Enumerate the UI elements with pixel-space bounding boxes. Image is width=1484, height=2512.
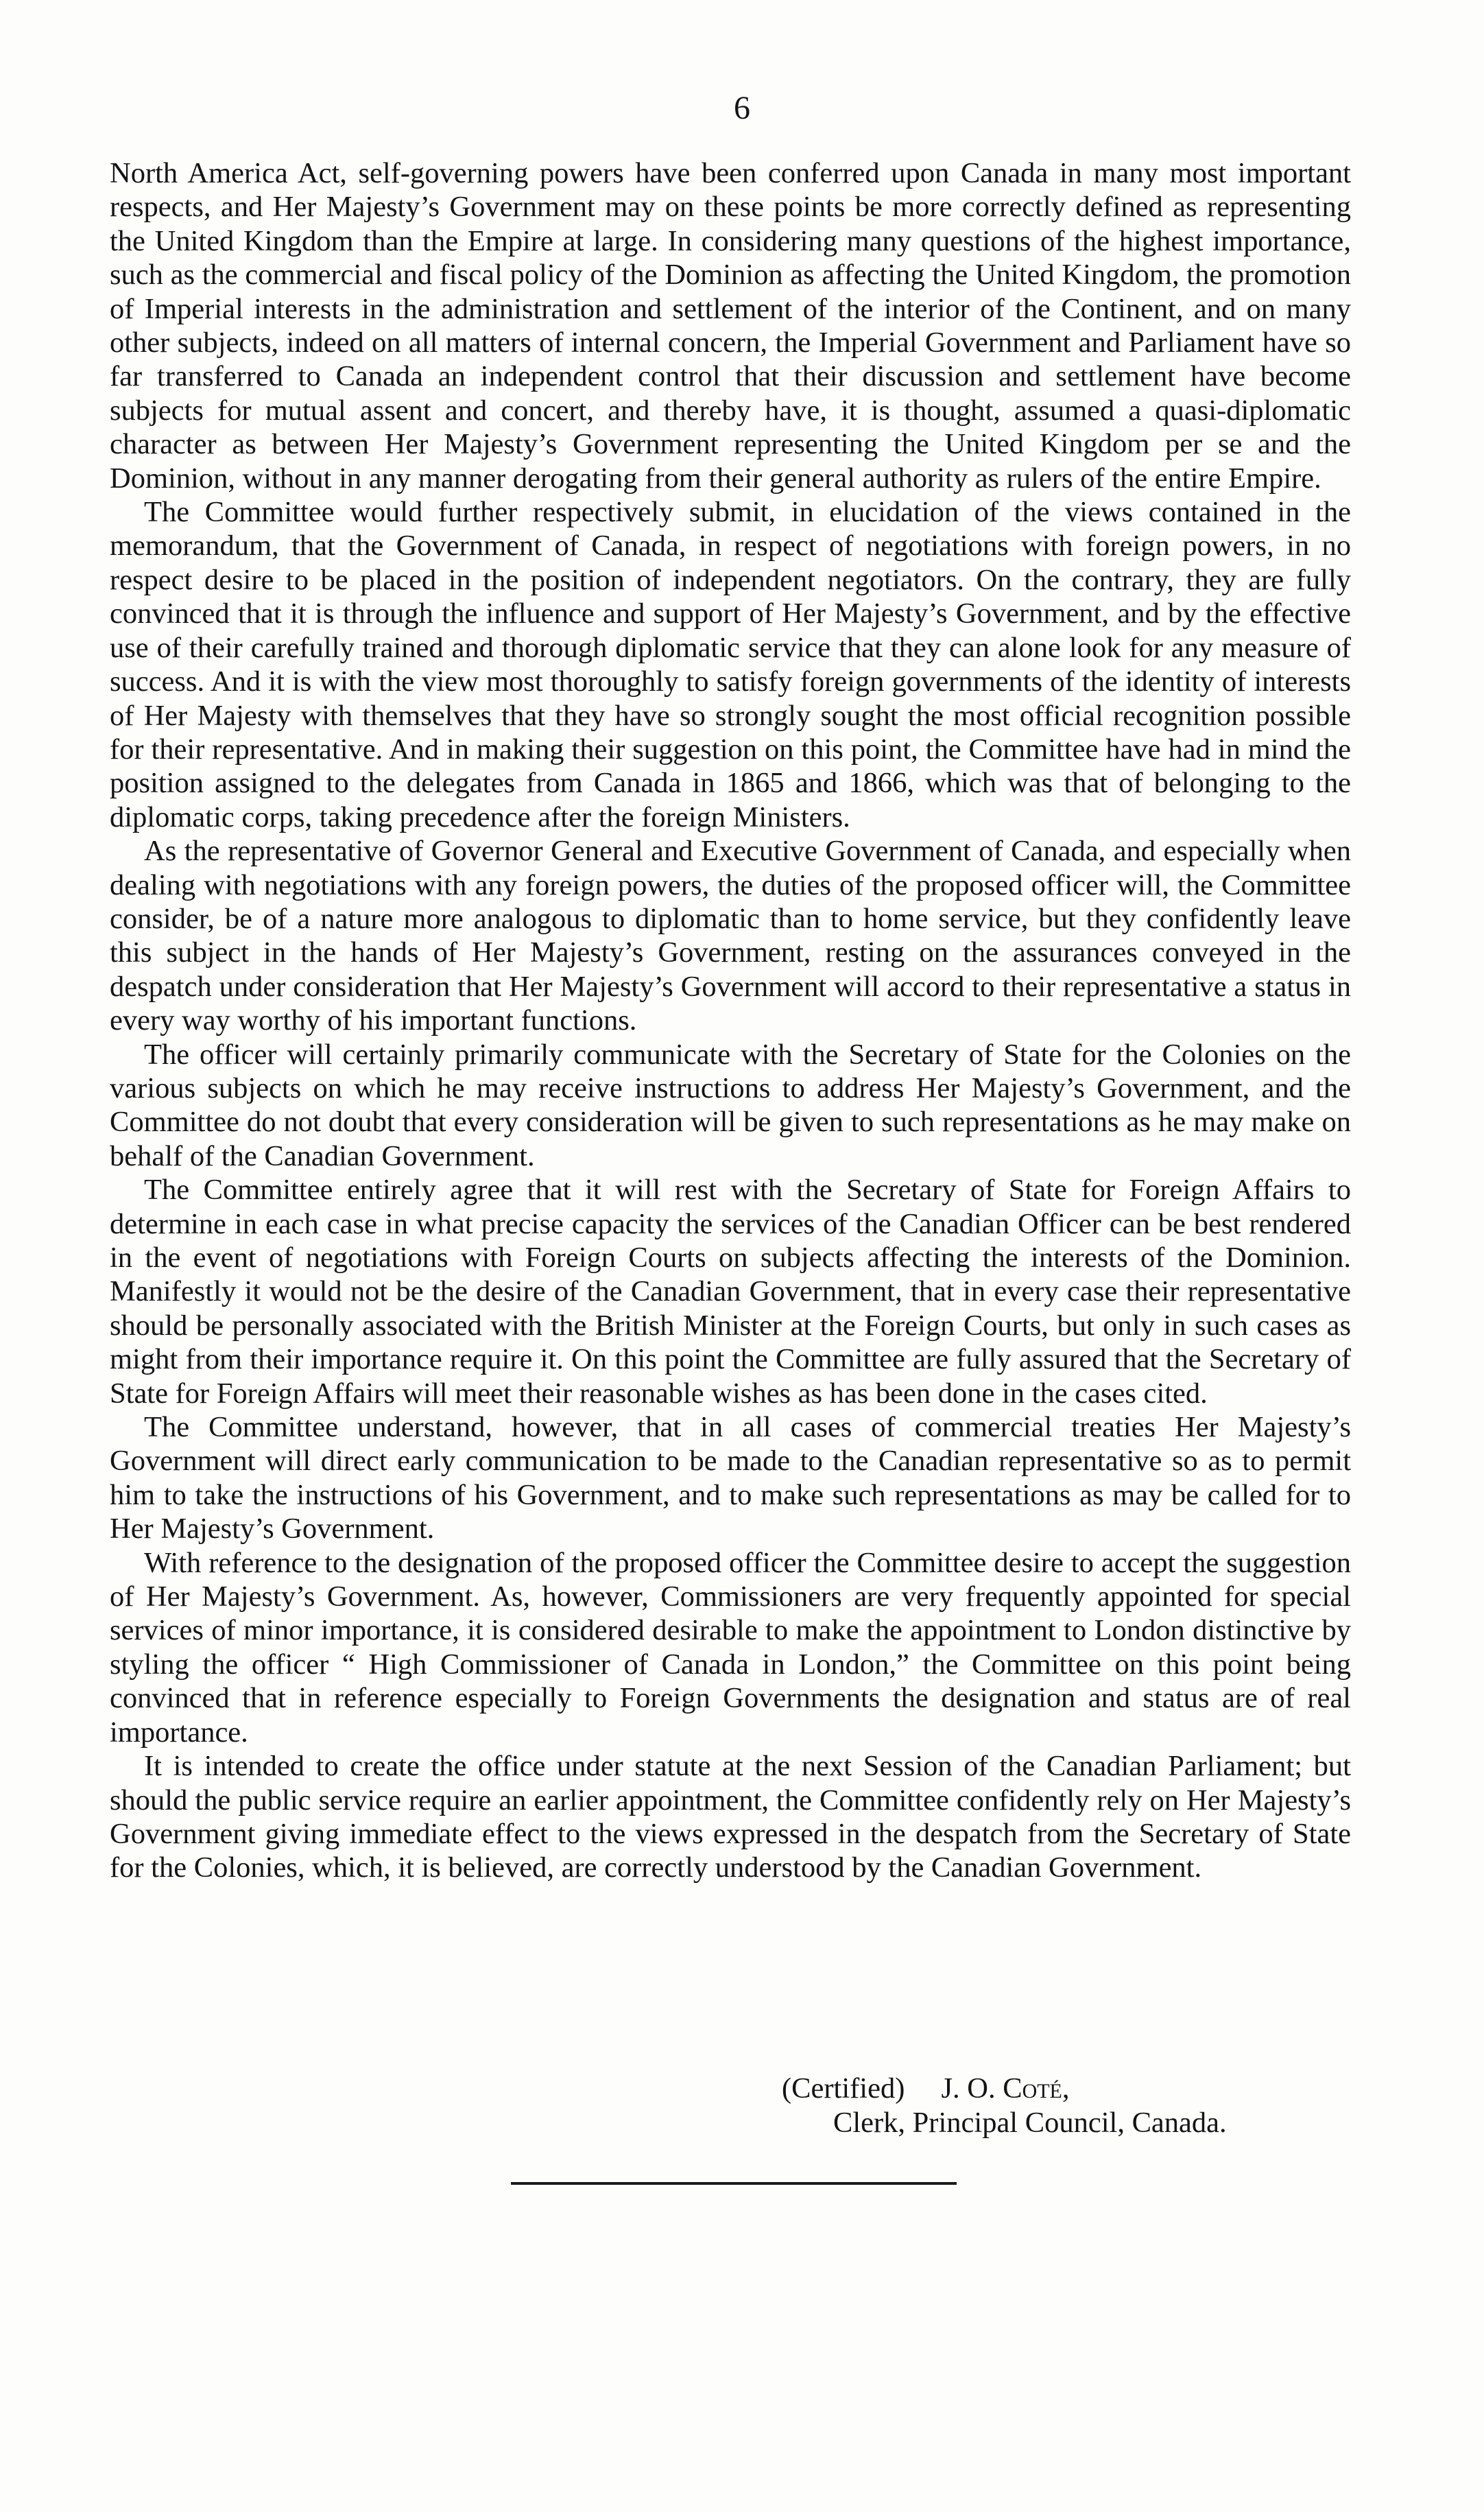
closing-rule: [511, 2182, 957, 2185]
signatory-name: J. O. Coté,: [941, 2072, 1070, 2105]
certified-label: (Certified): [782, 2072, 905, 2105]
paragraph: The Committee would further respectively submit, in elucidation of the views contained in the memorandum, that the Government of Canada, in respect of negotiations with foreign powers, in no respect desire to be placed in the position of independent negotiators. On the contrary, they are fully convinced that it is through the influence and support of Her Majesty’s Government, and by the effective use of their carefully trained and thorough diplomatic service that they can alone look for any measure of success. And it is with the view most thoroughly to satisfy foreign governments of the identity of interests of Her Majesty with themselves that they have so strongly sought the most official recognition possible for their representative. And in making their suggestion on this point, the Committee have had in mind the position assigned to the delegates from Canada in 1865 and 1866, which was that of belonging to the diplomatic corps, taking precedence after the foreign Ministers.: [110, 496, 1351, 833]
page-number: 6: [734, 90, 750, 126]
paragraph: The Committee understand, however, that in all cases of commercial treaties Her Majesty’s Government will direct early communication to be made to the Canadian representative so as to permit him to take the instructions of his Government, and to make such representations as may be called for to Her Majesty’s Government.: [110, 1411, 1351, 1545]
paragraph: North America Act, self-governing powers have been conferred upon Canada in many most important respects, and Her Majesty’s Government may on these points be more correctly defined as representing the United Kingdom than the Empire at large. In considering many questions of the highest importance, such as the commercial and fiscal policy of the Dominion as affecting the United Kingdom, the promotion of Imperial interests in the administration and settlement of the interior of the Continent, and on many other subjects, indeed on all matters of internal concern, the Imperial Government and Parliament have so far transferred to Canada an independent control that their discussion and settlement have become subjects for mutual assent and concert, and thereby have, it is thought, assumed a quasi-diplomatic character as between Her Majesty’s Government representing the United Kingdom per se and the Dominion, without in any manner derogating from their general authority as rulers of the entire Empire.: [110, 157, 1351, 495]
paragraph: As the representative of Governor General and Executive Government of Canada, and especially when dealing with negotiations with any foreign powers, the duties of the proposed officer will, the Committee consider, be of a nature more analogous to diplomatic than to home service, but they confidently leave this subject in the hands of Her Majesty’s Government, resting on the assurances conveyed in the despatch under consideration that Her Majesty’s Government will accord to their representative a status in every way worthy of his important functions.: [110, 835, 1351, 1037]
paragraph: It is intended to create the office under statute at the next Session of the Canadian Parliament; but should the public service require an earlier appointment, the Committee confidently rely on Her Majesty’s Government giving immediate effect to the views expressed in the despatch from the Secretary of State for the Colonies, which, it is believed, are correctly understood by the Canadian Government.: [110, 1750, 1351, 1884]
paragraph: With reference to the designation of the proposed officer the Committee desire to accept the suggestion of Her Majesty’s Government. As, however, Commissioners are very frequently appointed for special services of minor importance, it is considered desirable to make the appointment to London distinctive by styling the officer “ High Commissioner of Canada in London,” the Committee on this point being convinced that in reference especially to Foreign Governments the designation and status are of real importance.: [110, 1546, 1351, 1749]
signatory-title: Clerk, Principal Council, Canada.: [833, 2107, 1227, 2139]
paragraph: The officer will certainly primarily communicate with the Secretary of State for the Colonies on the various subjects on which he may receive instructions to address Her Majesty’s Government, and the Committee do not doubt that every consideration will be given to such representations as he may make on behalf of the Canadian Government.: [110, 1038, 1351, 1172]
signature-line: [782, 2072, 1070, 2105]
paragraph: The Committee entirely agree that it will rest with the Secretary of State for Foreign Affairs to determine in each case in what precise capacity the services of the Canadian Officer can be best rendered in the event of negotiations with Foreign Courts on subjects affecting the interests of the Dominion. Manifestly it would not be the desire of the Canadian Government, that in every case their representative should be personally associated with the British Minister at the Foreign Courts, but only in such cases as might from their importance require it. On this point the Committee are fully assured that the Secretary of State for Foreign Affairs will meet their reasonable wishes as has been done in the cases cited.: [110, 1174, 1351, 1410]
body-text: [110, 156, 1351, 1885]
